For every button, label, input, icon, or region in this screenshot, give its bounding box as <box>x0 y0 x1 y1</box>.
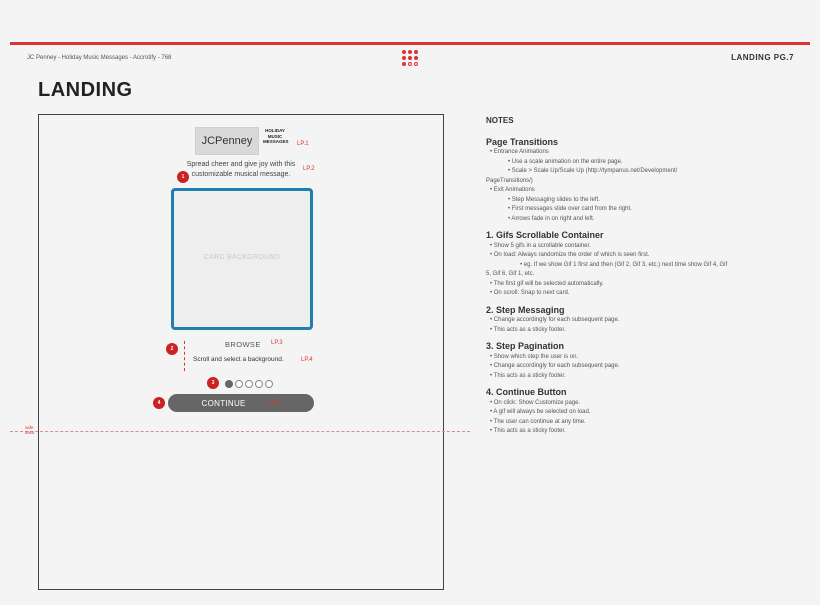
card-label: CARD BACKGROUND <box>203 254 281 261</box>
step-message: Scroll and select a background. <box>193 356 284 363</box>
notes-section-title: 3. Step Pagination <box>486 341 565 351</box>
notes-line: • Show which step the user is on. <box>490 353 579 360</box>
notes-line: • On load: Always randomize the order of which is seen first. <box>490 252 650 258</box>
lp-label: LP.5 <box>267 400 281 406</box>
brand-logo: JCPenney <box>195 127 259 155</box>
lp-label: LP.4 <box>301 357 313 363</box>
annotation-pin: 4 <box>153 397 165 409</box>
intro-text: Spread cheer and give joy with this customizable musical message. <box>186 161 296 178</box>
safe-area-label: safe area <box>25 425 35 435</box>
step-pagination <box>225 380 273 388</box>
notes-line: • eg. If we show Gif 1 first and then (Gif 2, Gif 3, etc.) next time show Gif 4, Gif <box>520 261 728 268</box>
lp-label: LP.2 <box>303 166 315 172</box>
pagination-dot[interactable] <box>225 380 233 388</box>
continue-label: CONTINUE <box>201 398 246 408</box>
notes-line: • Scale > Scale Up/Scale Up (http://tympanus.net/Development/ <box>508 168 678 174</box>
notes-title: NOTES <box>486 116 514 125</box>
page-label: LANDING PG.7 <box>731 53 794 62</box>
notes-line: • On click: Show Customize page. <box>490 399 581 406</box>
annotation-pin: 1 <box>177 171 189 183</box>
device-frame <box>38 114 444 590</box>
annotation-pin: 2 <box>166 343 178 355</box>
annotation-pin: 3 <box>207 377 219 389</box>
notes-line: • Change accordingly for each subsequent page. <box>490 363 620 369</box>
safe-area-line <box>10 431 470 432</box>
notes-line: • Entrance Animations <box>490 149 549 155</box>
notes-line: • Change accordingly for each subsequent page. <box>490 317 620 323</box>
notes-line: • A gif will always be selected on load. <box>490 409 591 415</box>
notes-line: • Arrows fade in on right and left. <box>508 215 595 222</box>
annotation-guide <box>184 341 185 371</box>
pagination-dot[interactable] <box>235 380 243 388</box>
pagination-dot[interactable] <box>265 380 273 388</box>
notes-section-title: 2. Step Messaging <box>486 304 565 315</box>
project-meta: JC Penney - Holiday Music Messages - Accrotify - 768 <box>27 55 172 61</box>
notes-line: • On scroll: Snap to next card. <box>490 290 570 296</box>
header-rule <box>10 42 810 45</box>
pagination-dot[interactable] <box>245 380 253 388</box>
notes-line: 5, Gif 6, Gif 1, etc. <box>486 271 535 277</box>
notes-line: • This acts as a sticky footer. <box>490 428 566 434</box>
notes-line: • This acts as a sticky footer. <box>490 372 566 379</box>
page-title: LANDING <box>38 79 133 101</box>
browse-label: BROWSE <box>225 340 261 349</box>
notes-line: • The first gif will be selected automatically. <box>490 280 604 287</box>
notes-line: PageTransitions/) <box>486 177 533 184</box>
holiday-title: HOLIDAY MUSIC MESSAGES <box>263 128 289 144</box>
continue-button[interactable] <box>168 394 314 412</box>
notes-line: • The user can continue at any time. <box>490 418 586 425</box>
notes-panel <box>486 116 786 437</box>
notes-line: • Use a scale animation on the entire page. <box>508 158 623 165</box>
brand-logo-icon <box>402 50 420 66</box>
notes-section-title: 4. Continue Button <box>486 387 567 397</box>
pagination-dot[interactable] <box>255 380 263 388</box>
notes-section-title: Page Transitions <box>486 136 559 147</box>
lp-label: LP.3 <box>271 340 283 346</box>
notes-line: • First messages slide over card from the right. <box>508 206 632 212</box>
notes-section-title: 1. Gifs Scrollable Container <box>486 230 604 240</box>
notes-line: • Show 5 gifs in a scrollable container. <box>490 242 591 249</box>
card-background[interactable] <box>171 188 313 330</box>
notes-line: • Step Messaging slides to the left. <box>508 196 600 203</box>
lp-label: LP.1 <box>297 141 309 147</box>
notes-line: • This acts as a sticky footer. <box>490 326 566 333</box>
notes-line: • Exit Animations <box>490 187 535 193</box>
